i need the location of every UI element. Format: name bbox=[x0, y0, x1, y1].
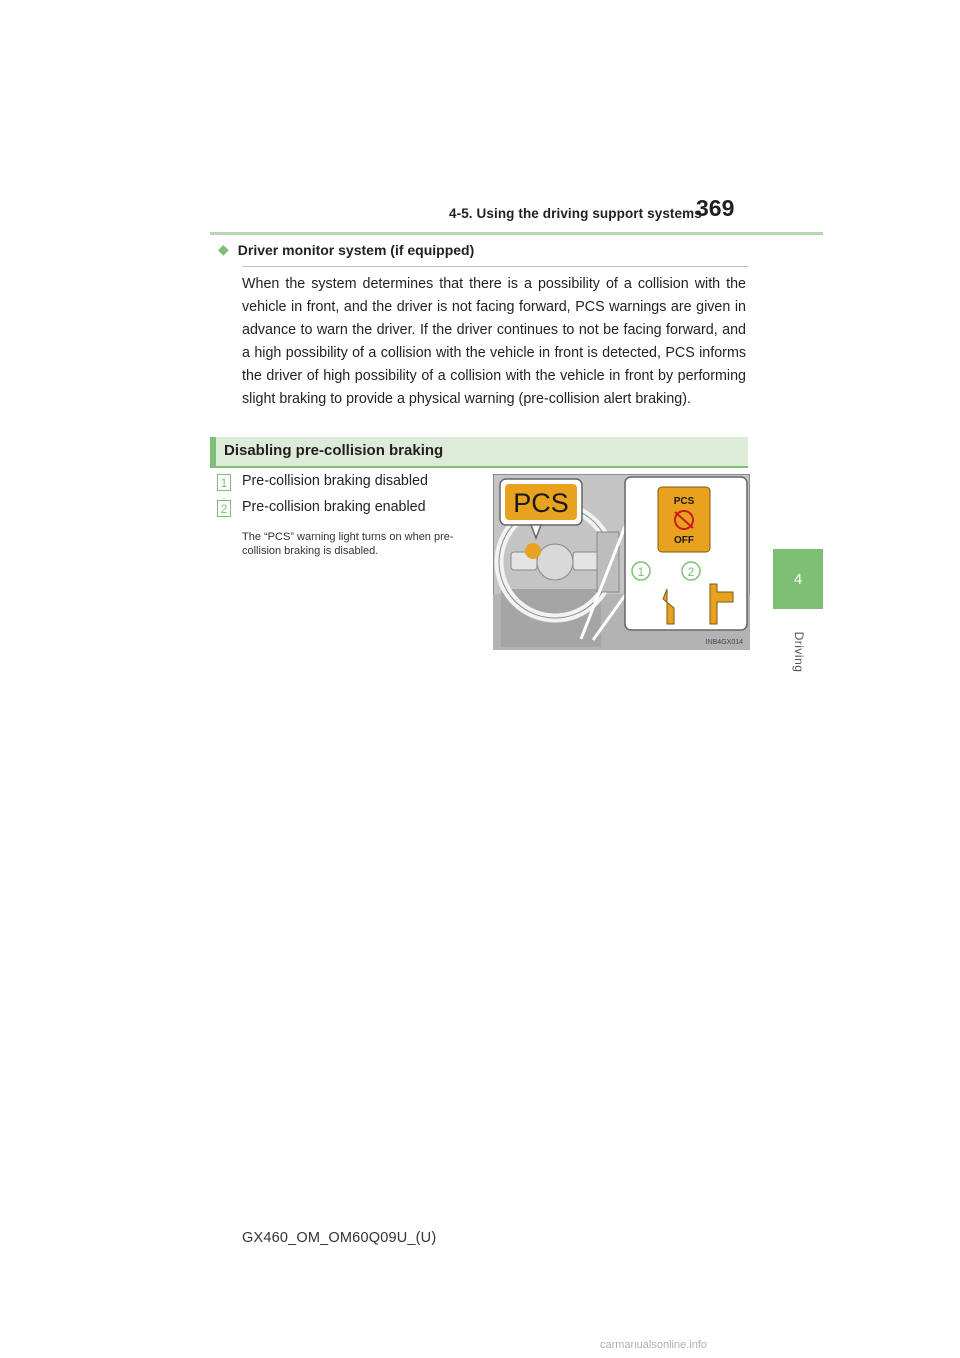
number-2-icon: 2 bbox=[217, 500, 231, 517]
warning-light-icon bbox=[525, 543, 541, 559]
note-text: The “PCS” warning light turns on when pre-collision braking is disabled. bbox=[242, 531, 454, 557]
switch-label-off: OFF bbox=[674, 535, 694, 546]
number-1-icon: 1 bbox=[217, 474, 231, 491]
heading-underline bbox=[210, 466, 748, 468]
heading-accent-bar bbox=[210, 437, 216, 466]
callout-1: 1 bbox=[637, 565, 645, 579]
section-heading bbox=[210, 437, 748, 466]
callout-2: 2 bbox=[687, 565, 695, 579]
pcs-indicator-label: PCS bbox=[513, 488, 569, 518]
dashboard-illustration bbox=[493, 474, 750, 650]
page-number: 369 bbox=[696, 195, 735, 221]
diamond-icon: ◆ bbox=[218, 241, 229, 257]
document-code: GX460_OM_OM60Q09U_(U) bbox=[242, 1230, 437, 1246]
switch-label-pcs: PCS bbox=[673, 496, 695, 507]
figure-code: INB4GX014 bbox=[705, 639, 743, 646]
pcs-switch-illustration bbox=[493, 474, 750, 650]
section-title: 4-5. Using the driving support systems bbox=[449, 206, 702, 221]
subsection-rule bbox=[242, 266, 748, 267]
chapter-tab: 4 bbox=[773, 549, 823, 609]
header-rule bbox=[210, 232, 823, 235]
subsection-heading bbox=[218, 241, 474, 258]
watermark: carmanualsonline.info bbox=[600, 1339, 708, 1351]
subsection-heading-text: Driver monitor system (if equipped) bbox=[237, 241, 475, 258]
list-item: Pre-collision braking enabled bbox=[242, 499, 426, 515]
chapter-label: Driving bbox=[792, 631, 806, 673]
subsection-body: When the system determines that there is a possibility of a collision with the vehicle in front, and the driver is not facing forward, PCS warnings are given in advance to warn the driver. If the driver continues to not be facing forward, and a high possibility of a collision with the vehicle in front is detected, PCS informs the driver of high possibility of a collision with the vehicle in front by performing slight braking to provide a physical warning (pre-collision alert braking). bbox=[242, 276, 746, 407]
section-heading-text: Disabling pre-collision braking bbox=[224, 442, 444, 459]
list-item: Pre-collision braking disabled bbox=[242, 473, 428, 489]
